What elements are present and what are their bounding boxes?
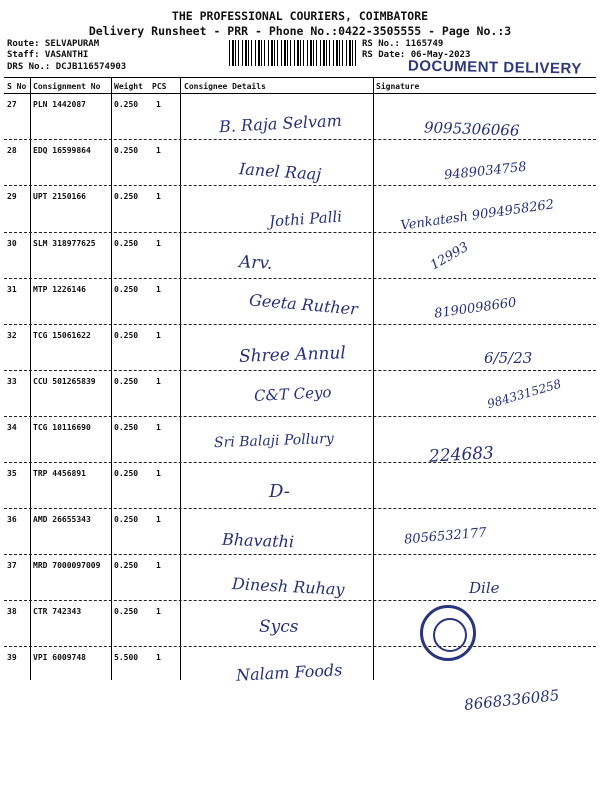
row-consignment-no: MRD 7000097009 (33, 561, 101, 570)
table-row (4, 555, 596, 601)
table-row (4, 140, 596, 186)
signature-handwriting: Venkatesh 9094958262 (399, 197, 555, 234)
signature-handwriting: 224683 (428, 443, 495, 467)
col-header-consignee: Consignee Details (184, 82, 266, 91)
row-weight: 0.250 (114, 607, 139, 616)
col-header-signature: Signature (376, 82, 420, 91)
row-sno: 37 (7, 561, 17, 570)
row-sno: 30 (7, 239, 17, 248)
consignee-handwriting: Dinesh Ruhay (231, 574, 345, 599)
row-sno: 33 (7, 377, 17, 386)
row-sno: 27 (7, 100, 17, 109)
row-weight: 0.250 (114, 192, 139, 201)
row-weight: 0.250 (114, 561, 139, 570)
consignee-handwriting: Arv. (238, 252, 273, 274)
row-consignment-no: AMD 26655343 (33, 515, 91, 524)
consignee-handwriting: Sri Balaji Pollury (213, 430, 335, 452)
signature-handwriting: 9489034758 (443, 159, 528, 184)
row-weight: 0.250 (114, 331, 139, 340)
drs-label: DRS No.: DCJB116574903 (7, 62, 127, 72)
row-sno: 29 (7, 192, 17, 201)
table-row (4, 186, 596, 233)
table-row (4, 94, 596, 140)
row-pcs: 1 (156, 469, 161, 478)
document-delivery-stamp: DOCUMENT DELIVERY (407, 57, 582, 78)
row-sno: 35 (7, 469, 17, 478)
consignee-handwriting: B. Raja Selvam (218, 110, 343, 137)
row-pcs: 1 (156, 192, 161, 201)
col-header-pcs: PCS (152, 82, 167, 91)
signature-handwriting: 8668336085 (463, 686, 561, 714)
row-weight: 0.250 (114, 469, 139, 478)
row-consignment-no: CTR 742343 (33, 607, 82, 616)
company-title: THE PROFESSIONAL COURIERS, COIMBATORE (171, 9, 429, 23)
row-consignment-no: TCG 15061622 (33, 331, 91, 340)
consignee-handwriting: Jothi Palli (268, 207, 343, 231)
consignee-handwriting: D- (269, 481, 290, 502)
row-consignment-no: SLM 318977625 (33, 239, 96, 248)
rs-number: RS No.: 1165749 (362, 39, 444, 49)
signature-handwriting: 6/5/23 (484, 349, 533, 367)
staff-label: Staff: VASANTHI (7, 50, 89, 60)
row-sno: 39 (7, 653, 17, 662)
row-pcs: 1 (156, 515, 161, 524)
row-pcs: 1 (156, 607, 161, 616)
table-row (4, 509, 596, 555)
row-pcs: 1 (156, 100, 161, 109)
route-label: Route: SELVAPURAM (7, 39, 100, 49)
signature-handwriting: 8056532177 (403, 525, 488, 548)
row-pcs: 1 (156, 653, 161, 662)
row-weight: 0.250 (114, 515, 139, 524)
row-pcs: 1 (156, 285, 161, 294)
row-sno: 34 (7, 423, 17, 432)
rs-date: RS Date: 06-May-2023 (362, 50, 471, 60)
row-weight: 0.250 (114, 377, 139, 386)
row-consignment-no: EDQ 16599864 (33, 146, 91, 155)
row-weight: 0.250 (114, 285, 139, 294)
row-weight: 0.250 (114, 100, 139, 109)
row-weight: 5.500 (114, 653, 139, 662)
row-weight: 0.250 (114, 239, 139, 248)
row-sno: 38 (7, 607, 17, 616)
row-weight: 0.250 (114, 146, 139, 155)
col-header-sno: S No (7, 82, 27, 91)
row-pcs: 1 (156, 423, 161, 432)
table-row (4, 463, 596, 509)
table-row (4, 417, 596, 467)
consignee-handwriting: C&T Ceyo (253, 382, 332, 406)
table-row (4, 601, 596, 647)
header-rule-top (4, 77, 596, 78)
consignee-handwriting: Nalam Foods (235, 660, 343, 685)
row-pcs: 1 (156, 377, 161, 386)
barcode (229, 40, 356, 66)
row-sno: 32 (7, 331, 17, 340)
row-pcs: 1 (156, 239, 161, 248)
signature-handwriting: 12993 (428, 239, 472, 274)
row-consignment-no: PLN 1442087 (33, 100, 86, 109)
col-header-weight: Weight (114, 82, 143, 91)
row-consignment-no: UPT 2150166 (33, 192, 86, 201)
table-row (4, 233, 596, 279)
row-weight: 0.250 (114, 423, 139, 432)
row-consignment-no: VPI 6009748 (33, 653, 86, 662)
row-consignment-no: TCG 10116690 (33, 423, 91, 432)
table-row (4, 279, 596, 325)
consignee-handwriting: Shree Annul (238, 343, 347, 367)
signature-handwriting: 8190098660 (433, 295, 518, 322)
row-pcs: 1 (156, 561, 161, 570)
col-header-consignment: Consignment No (33, 82, 101, 91)
table-row (4, 647, 596, 714)
row-consignment-no: MTP 1226146 (33, 285, 86, 294)
row-pcs: 1 (156, 146, 161, 155)
signature-handwriting: 9843315258 (485, 376, 563, 412)
table-row (4, 371, 596, 417)
row-consignment-no: TRP 4456891 (33, 469, 86, 478)
row-sno: 36 (7, 515, 17, 524)
table-row (4, 325, 596, 371)
consignee-handwriting: Bhavathi (221, 529, 295, 552)
row-sno: 28 (7, 146, 17, 155)
signature-handwriting: Dile (469, 579, 500, 597)
runsheet-subtitle: Delivery Runsheet - PRR - Phone No.:0422-3505555 - Page No.:3 (88, 24, 512, 38)
consignee-handwriting: Ianel Raaj (238, 159, 322, 184)
row-sno: 31 (7, 285, 17, 294)
consignee-handwriting: Sycs (259, 617, 299, 637)
company-seal (420, 605, 476, 661)
signature-handwriting: 9095306066 (423, 118, 520, 140)
consignee-handwriting: Geeta Ruther (248, 290, 359, 319)
row-consignment-no: CCU 501265839 (33, 377, 96, 386)
row-pcs: 1 (156, 331, 161, 340)
